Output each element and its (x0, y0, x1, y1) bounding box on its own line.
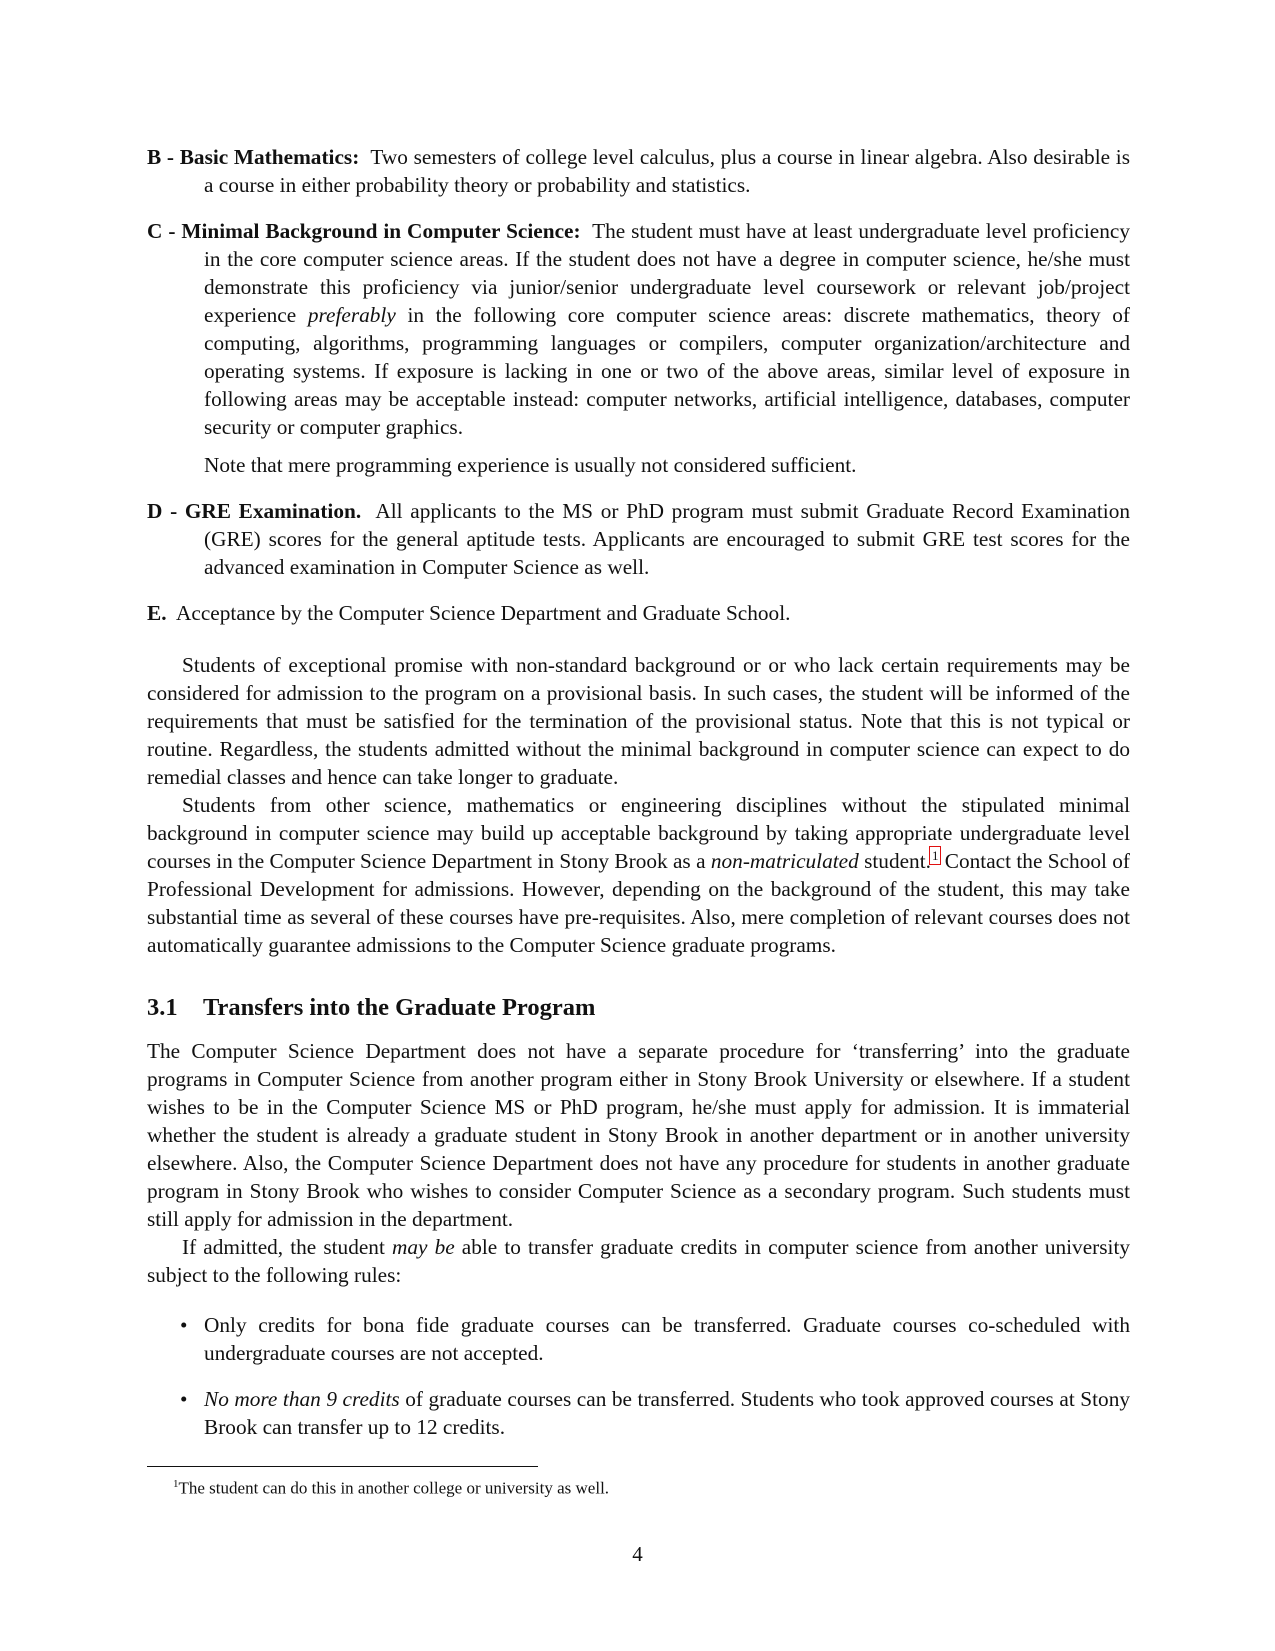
paragraph-text: If admitted, the student (182, 1235, 385, 1259)
section-heading (147, 993, 1130, 1023)
section-title: Transfers into the Graduate Program (203, 994, 596, 1021)
requirement-text: All applicants to the MS or PhD program must submit Graduate Record Examination (GRE) scores for the general aptitude tests. Applicants are encouraged to submit GRE test scores for the advanced examination in Computer Science as well. (204, 499, 1131, 579)
list-item (147, 1311, 1130, 1367)
bullet-icon: • (180, 1313, 188, 1337)
paragraph-admitted (147, 1233, 1130, 1289)
requirement-label: D - GRE Examination. (147, 499, 362, 523)
footnote-divider (147, 1466, 538, 1467)
note-text: Note that mere programming experience is usually not considered sufficient. (204, 453, 857, 477)
rule-text: of graduate courses can be transferred. Students who took approved courses at Stony Brook can transfer up to 12 credits. (204, 1387, 1131, 1439)
bullet-icon: • (180, 1387, 188, 1411)
paragraph-transfer-intro (147, 1037, 1130, 1233)
emphasis-text: No more than 9 credits (204, 1387, 400, 1411)
requirement-text: Two semesters of college level calculus, plus a course in linear algebra. Also desirable is a course in either probability theory or probability and statistics. (204, 145, 1130, 197)
requirement-d (147, 497, 1130, 581)
requirement-text: Acceptance by the Computer Science Department and Graduate School. (176, 601, 791, 625)
paragraph-text: able to transfer graduate credits in computer science from another university subject to the following rules: (147, 1235, 1131, 1287)
requirement-e (147, 599, 1130, 627)
paragraph-other-disciplines (147, 791, 1130, 959)
requirement-text: in the following core computer science areas: discrete mathematics, theory of computing, algorithms, programming languages or compilers, computer organization/architecture and operating systems. If exposure is lacking in one or two of the above areas, similar level of exposure in following areas may be acceptable instead: computer networks, artificial intelligence, databases, computer security or computer graphics. (204, 303, 1131, 439)
paragraph-text: Students from other science, mathematics or engineering disciplines without the stipulated minimal background in computer science may build up acceptable background by taking appropriate undergraduate level courses in the Computer Science Department in Stony Brook as a (147, 793, 1130, 873)
requirement-label: B - Basic Mathematics: (147, 145, 360, 169)
requirement-text: The student must have at least undergraduate level proficiency in the core computer science areas. If the student does not have a degree in computer science, he/she must demonstrate this proficiency via junior/senior undergraduate level coursework or relevant job/project experience (204, 219, 1131, 327)
emphasis-text: preferably (307, 303, 396, 327)
requirement-b (147, 143, 1130, 199)
requirement-c (147, 217, 1130, 441)
requirement-label: E. (147, 601, 167, 625)
emphasis-text: non-matriculated (710, 849, 859, 873)
list-item (147, 1385, 1130, 1441)
section-number: 3.1 (147, 994, 178, 1021)
requirement-c-note (147, 451, 1130, 479)
paragraph-text: Contact the School of Professional Development for admissions. However, depending on the background of the student, this may take substantial time as several of these courses have pre-requisites. Also, mere completion of relevant courses does not automatically guarantee admissions to the Computer Science graduate programs. (147, 849, 1130, 957)
rule-text: Only credits for bona fide graduate courses can be transferred. Graduate courses co-scheduled with undergraduate courses are not accepted. (204, 1313, 1130, 1365)
emphasis-text: may be (391, 1235, 455, 1259)
footnote-reference-link[interactable]: 1 (931, 847, 939, 863)
paragraph-text: student. (864, 849, 931, 873)
page-number: 4 (632, 1542, 643, 1566)
footnote-marker: 1 (173, 1478, 179, 1490)
document-page (147, 143, 1130, 1459)
paragraph-text: Students of exceptional promise with non-standard background or or who lack certain requirements may be considered for admission to the program on a provisional basis. In such cases, the student will be informed of the requirements that must be satisfied for the termination of the provisional status. Note that this is not typical or routine. Regardless, the students admitted without the minimal background in computer science can expect to do remedial classes and hence can take longer to graduate. (147, 653, 1130, 789)
footnote (173, 1474, 609, 1499)
footnote-text: The student can do this in another college or university as well. (178, 1478, 610, 1498)
paragraph-exceptional-students (147, 651, 1130, 791)
paragraph-text: The Computer Science Department does not have a separate procedure for ‘transferring’ into the graduate programs in Computer Science from another program either in Stony Brook University or elsewhere. If a student wishes to be in the Computer Science MS or PhD program, he/she must apply for admission. It is immaterial whether the student is already a graduate student in Stony Brook in another department or in another university elsewhere. Also, the Computer Science Department does not have any procedure for students in another graduate program in Stony Brook who wishes to consider Computer Science as a secondary program. Such students must still apply for admission in the department. (147, 1039, 1130, 1231)
transfer-rules-list (147, 1311, 1130, 1441)
requirement-label: C - Minimal Background in Computer Science: (147, 219, 581, 243)
